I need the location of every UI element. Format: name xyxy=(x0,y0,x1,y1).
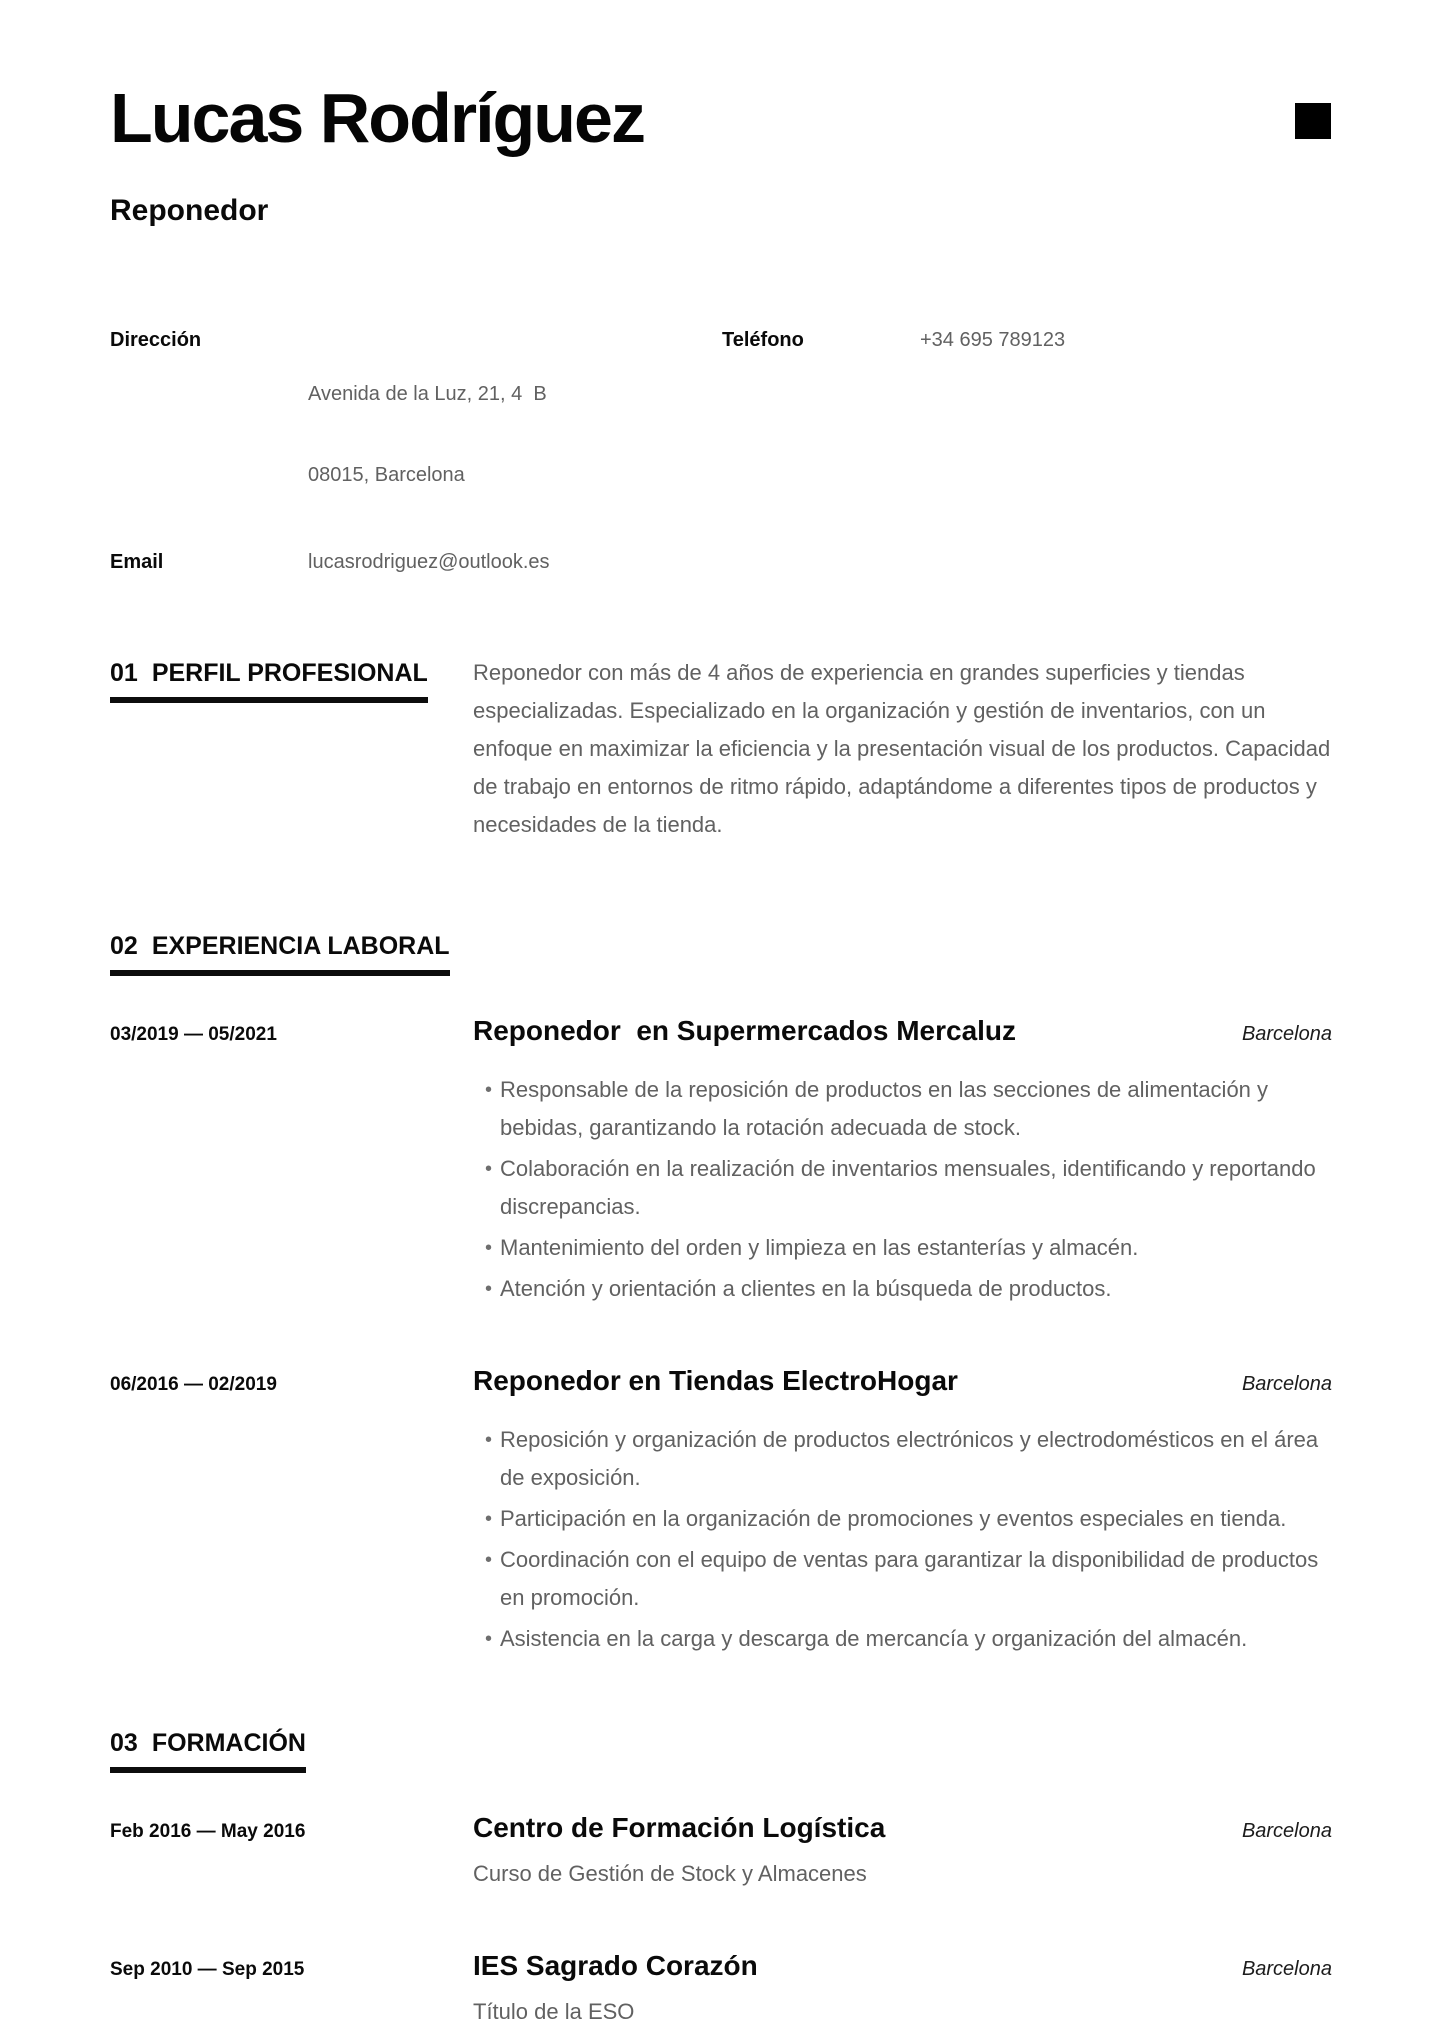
entry-title: Reponedor en Supermercados Mercaluz xyxy=(473,1014,1017,1046)
experience-entry xyxy=(110,1364,1332,1658)
section-number: 02 xyxy=(110,931,138,960)
role-subtitle: Reponedor xyxy=(110,193,269,227)
phone-value: +34 695 789123 xyxy=(920,328,1066,351)
entry-location: Barcelona xyxy=(1241,1957,1332,1980)
address-line1: Avenida de la Luz, 21, 4 B xyxy=(308,382,547,405)
address-value xyxy=(308,327,722,543)
education-entry-header xyxy=(110,1811,1332,1846)
entry-title: Reponedor en Tiendas ElectroHogar xyxy=(473,1364,958,1396)
bullet-item: • Colaboración en la realización de inventarios mensuales, identificando y reportando discrepancias. xyxy=(473,1150,1332,1226)
contact-spacer xyxy=(920,549,1332,576)
contact-section xyxy=(110,327,1332,576)
contact-spacer xyxy=(722,549,920,576)
entry-title: Centro de Formación Logística xyxy=(473,1811,886,1843)
experience-entries xyxy=(110,1014,1332,1658)
entry-location: Barcelona xyxy=(1241,1372,1332,1395)
section-profile xyxy=(110,658,1332,844)
phone-label: Teléfono xyxy=(722,328,804,351)
bullet-item: • Asistencia en la carga y descarga de mercancía y organización del almacén. xyxy=(473,1620,1332,1658)
entry-location: Barcelona xyxy=(1241,1022,1332,1045)
profile-summary-text: Reponedor con más de 4 años de experiencia en grandes superficies y tiendas especializadas. Especializado en la organización y gestión de inventarios, con un enfoque en maximizar la eficiencia y la presentación visual de los productos. Capacidad de trabajo en entornos de ritmo rápido, adaptándome a diferentes tipos de productos y necesidades de la tienda. xyxy=(473,659,1331,837)
page-title: Lucas Rodríguez xyxy=(110,79,644,157)
section-education xyxy=(110,1728,1332,2031)
entry-degree: Curso de Gestión de Stock y Almacenes xyxy=(473,1860,867,1886)
entry-bullet-list xyxy=(110,1421,1332,1658)
experience-entry-header xyxy=(110,1014,1332,1049)
education-entry xyxy=(110,1811,1332,1893)
section-number: 01 xyxy=(110,658,138,687)
bullet-item: • Atención y orientación a clientes en la búsqueda de productos. xyxy=(473,1270,1332,1308)
entry-location: Barcelona xyxy=(1241,1819,1332,1842)
entry-dates: Sep 2010 — Sep 2015 xyxy=(110,1958,305,1980)
section-number: 03 xyxy=(110,1728,138,1757)
entry-dates: Feb 2016 — May 2016 xyxy=(110,1820,306,1842)
entry-degree: Título de la ESO xyxy=(473,1998,635,2024)
experience-entry xyxy=(110,1014,1332,1308)
bullet-item: • Coordinación con el equipo de ventas para garantizar la disponibilidad de productos en promoción. xyxy=(473,1541,1332,1617)
education-entries xyxy=(110,1811,1332,2031)
education-entry-header xyxy=(110,1949,1332,1984)
bullet-item: • Responsable de la reposición de productos en las secciones de alimentación y bebidas, garantizando la rotación adecuada de stock. xyxy=(473,1071,1332,1147)
section-heading-experience xyxy=(110,931,450,976)
entry-bullet-list xyxy=(110,1071,1332,1308)
address-line2: 08015, Barcelona xyxy=(308,463,465,486)
bullet-item: • Reposición y organización de productos electrónicos y electrodomésticos en el área de exposición. xyxy=(473,1421,1332,1497)
corner-square-decoration xyxy=(1295,103,1331,139)
bullet-item: • Participación en la organización de promociones y eventos especiales en tienda. xyxy=(473,1500,1332,1538)
education-entry xyxy=(110,1949,1332,2031)
entry-title: IES Sagrado Corazón xyxy=(473,1949,758,1981)
experience-entry-header xyxy=(110,1364,1332,1399)
email-label: Email xyxy=(110,550,164,573)
section-title: FORMACIÓN xyxy=(151,1728,306,1757)
section-experience xyxy=(110,931,1332,1658)
section-heading-profile xyxy=(110,658,428,703)
entry-dates: 06/2016 — 02/2019 xyxy=(110,1373,277,1395)
section-title: PERFIL PROFESIONAL xyxy=(151,658,428,687)
email-value: lucasrodriguez@outlook.es xyxy=(308,550,550,573)
section-title: EXPERIENCIA LABORAL xyxy=(151,931,450,960)
entry-dates: 03/2019 — 05/2021 xyxy=(110,1023,277,1045)
bullet-item: • Mantenimiento del orden y limpieza en las estanterías y almacén. xyxy=(473,1229,1332,1267)
section-heading-education xyxy=(110,1728,306,1773)
address-label: Dirección xyxy=(110,328,202,351)
